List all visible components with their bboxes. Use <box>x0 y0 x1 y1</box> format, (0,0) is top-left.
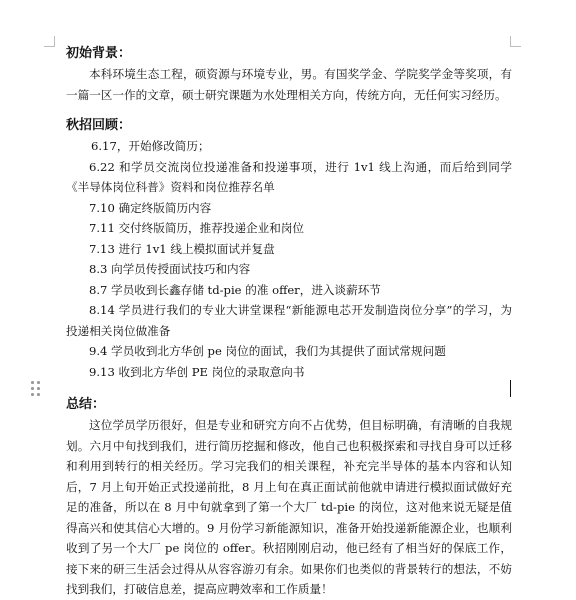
review-item: 6.17，开始修改简历； <box>91 139 210 153</box>
document-body[interactable] <box>66 44 512 600</box>
background-heading: 初始背景： <box>66 46 132 61</box>
review-item: 9.4 学员收到北方华创 pe 岗位的面试，我们为其提供了面试常规问题 <box>89 344 446 358</box>
review-list <box>66 136 512 382</box>
review-item: 8.3 向学员传授面试技巧和内容 <box>89 262 251 276</box>
review-item: 7.10 确定终版简历内容 <box>89 200 212 215</box>
background-paragraph: 本科环境生态工程，硕资源与环境专业，男。有国奖学金、学院奖学金等奖项，有一篇一区一作的文章，硕士研究课题为水处理相关方向，传统方向，无任何实习经历。 <box>66 67 512 102</box>
drag-handle-icon[interactable] <box>31 381 41 397</box>
review-item: 8.14 学员进行我们的专业大讲堂课程“新能源电芯开发制造岗位分享”的学习，为投递相关岗位做准备 <box>66 303 512 338</box>
summary-paragraph: 这位学员学历很好，但是专业和研究方向不占优势，但目标明确，有清晰的自我规划。六月中旬找到我们，进行简历挖掘和修改，他自己也积极探索和寻找自身可以迁移和利用到转行的相关经历。学习完我们的相关课程，补充完半导体的基本内容和认知后，7 月上旬开始正式投递前批，8 月上旬在真正面试前他就申请进行模拟面试做好充足的准备，所以在 8 月中旬就拿到了第一个大厂 td-pie 的岗位，这对他来说无疑是值得高兴和使其信心大增的。9 月份学习新能源知识，准备开始投递新能源企业，也顺利收到了另一个大厂 pe 岗位的 offer。秋招刚刚启动，他已经有了相当好的保底工作，接下来的研三生活会过得从从容容游刃有余。如果你们也类似的背景转行的想法，不妨找到我们，打破信息差，提高应聘效率和工作质量！ <box>66 418 512 596</box>
review-item: 6.22 和学员交流岗位投递准备和投递事项，进行 1v1 线上沟通，而后给到同学《半导体岗位科普》资料和岗位推荐名单 <box>66 159 512 194</box>
summary-heading: 总结： <box>66 397 106 412</box>
review-item: 8.7 学员收到长鑫存储 td-pie 的准 offer，进入谈薪环节 <box>89 282 381 297</box>
review-item: 7.11 交付终版简历，推荐投递企业和岗位 <box>89 221 305 235</box>
crop-mark-top-left <box>44 36 55 47</box>
review-heading: 秋招回顾： <box>66 118 132 133</box>
review-item: 9.13 收到北方华创 PE 岗位的录取意向书 <box>89 364 305 379</box>
review-item: 7.13 进行 1v1 线上模拟面试并复盘 <box>89 241 275 256</box>
